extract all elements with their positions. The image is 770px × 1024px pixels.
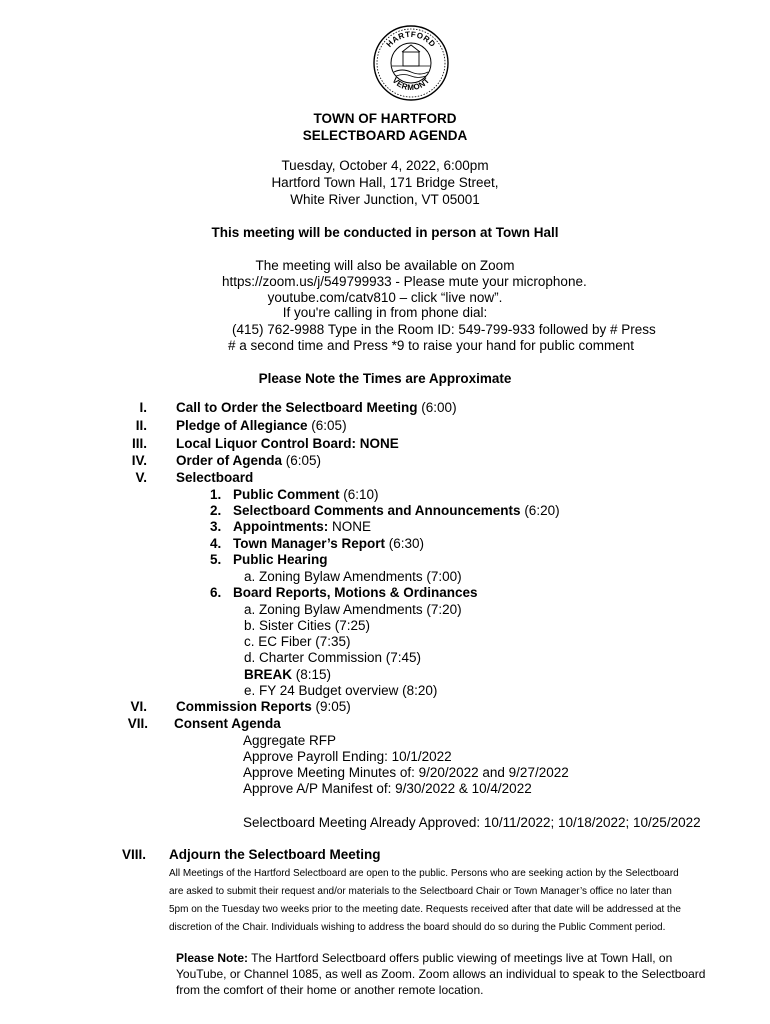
- item-label: Public Comment: [233, 487, 340, 502]
- sub-item-2: [233, 503, 560, 518]
- item-num: V.: [135, 470, 147, 485]
- meeting-city: White River Junction, VT 05001: [290, 192, 480, 207]
- sub-item-3: [233, 519, 371, 534]
- remote-line-4: If you're calling in from phone dial:: [282, 305, 488, 320]
- sub-num: 1.: [210, 487, 222, 502]
- item-label: Pledge of Allegiance: [176, 418, 308, 433]
- svg-text:VERMONT: VERMONT: [390, 75, 432, 93]
- sub-num: 5.: [210, 552, 222, 567]
- consent-item-1: Aggregate RFP: [243, 733, 337, 748]
- break-item: [244, 667, 331, 682]
- item-time: NONE: [328, 519, 372, 534]
- item-time: (6:05): [282, 453, 322, 468]
- item-num: III.: [131, 436, 147, 451]
- remote-line-2: https://zoom.us/j/549799933 - Please mute your microphone.: [222, 274, 587, 289]
- item-num: VII.: [127, 716, 148, 731]
- break-time: (8:15): [292, 667, 332, 682]
- consent-item-5: Selectboard Meeting Already Approved: 10/11/2022; 10/18/2022; 10/25/2022: [243, 815, 701, 830]
- remote-line-6: # a second time and Press *9 to raise your hand for public comment: [228, 338, 634, 353]
- item-label: Call to Order the Selectboard Meeting: [176, 400, 418, 415]
- sub-item-6e: e. FY 24 Budget overview (8:20): [244, 683, 438, 698]
- sub-num: 6.: [210, 585, 222, 600]
- item-num: I.: [139, 400, 147, 415]
- sub-item-6c: c. EC Fiber (7:35): [244, 634, 351, 649]
- please-note: [176, 950, 672, 967]
- sub-item-4: [233, 536, 424, 551]
- agenda-item-4: [176, 453, 321, 468]
- break-label: BREAK: [244, 667, 293, 682]
- item-num: VI.: [130, 699, 147, 714]
- agenda-item-1: [176, 400, 457, 415]
- agenda-item-2: [176, 418, 347, 433]
- sub-num: 2.: [210, 503, 222, 518]
- item-label: Town Manager’s Report: [233, 536, 386, 551]
- agenda-item-3: Local Liquor Control Board: NONE: [176, 436, 399, 451]
- sub-item-5: Public Hearing: [233, 552, 328, 567]
- note-line-3: from the comfort of their home or another remote location.: [176, 983, 484, 997]
- times-note: Please Note the Times are Approximate: [258, 371, 512, 386]
- remote-line-1: The meeting will also be available on Zoom: [255, 258, 515, 273]
- agenda-item-6: [176, 699, 351, 714]
- sub-item-1: [233, 487, 379, 502]
- note-line-2: YouTube, or Channel 1085, as well as Zoom. Zoom allows an individual to speak to the Selectboard: [176, 967, 706, 981]
- svg-text:HARTFORD: HARTFORD: [384, 29, 438, 50]
- consent-item-3: Approve Meeting Minutes of: 9/20/2022 and 9/27/2022: [243, 765, 569, 780]
- item-label: Order of Agenda: [176, 453, 283, 468]
- meeting-place: Hartford Town Hall, 171 Bridge Street,: [271, 175, 499, 190]
- item-time: (9:05): [311, 699, 351, 714]
- meeting-date: Tuesday, October 4, 2022, 6:00pm: [281, 158, 489, 173]
- item-label: Commission Reports: [176, 699, 312, 714]
- item-label: Appointments:: [233, 519, 329, 534]
- sub-item-5a: a. Zoning Bylaw Amendments (7:00): [244, 569, 462, 584]
- sub-item-6: Board Reports, Motions & Ordinances: [233, 585, 478, 600]
- item-time: (6:30): [385, 536, 425, 551]
- item-num: VIII.: [122, 847, 147, 862]
- footer-line-3: 5pm on the Tuesday two weeks prior to the meeting date. Requests received after that date will be addressed at the: [169, 904, 681, 915]
- item-num: IV.: [131, 453, 147, 468]
- remote-line-3: youtube.com/catv810 – click “live now”.: [267, 290, 503, 305]
- item-label: Selectboard Comments and Announcements: [233, 503, 521, 518]
- item-time: (6:05): [307, 418, 347, 433]
- sub-item-6b: b. Sister Cities (7:25): [244, 618, 371, 633]
- remote-line-5: (415) 762-9988 Type in the Room ID: 549-799-933 followed by # Press: [232, 322, 656, 337]
- sub-item-6d: d. Charter Commission (7:45): [244, 650, 422, 665]
- agenda-item-7: Consent Agenda: [174, 716, 281, 731]
- consent-item-2: Approve Payroll Ending: 10/1/2022: [243, 749, 452, 764]
- item-time: (6:20): [520, 503, 560, 518]
- agenda-item-8: Adjourn the Selectboard Meeting: [169, 847, 381, 862]
- item-time: (6:00): [417, 400, 457, 415]
- sub-num: 4.: [210, 536, 222, 551]
- item-time: (6:10): [339, 487, 379, 502]
- in-person-notice: This meeting will be conducted in person at Town Hall: [211, 225, 559, 240]
- agenda-title: SELECTBOARD AGENDA: [302, 128, 468, 143]
- consent-item-4: Approve A/P Manifest of: 9/30/2022 & 10/4/2022: [243, 781, 532, 796]
- note-label: Please Note:: [176, 951, 249, 965]
- agenda-item-5: Selectboard: [176, 470, 254, 485]
- sub-item-6a: a. Zoning Bylaw Amendments (7:20): [244, 602, 462, 617]
- sub-num: 3.: [210, 519, 222, 534]
- footer-line-2: are asked to submit their request and/or materials to the Selectboard Chair or Town Manager’s office no later than: [169, 886, 672, 897]
- town-name: TOWN OF HARTFORD: [313, 111, 457, 126]
- note-text: The Hartford Selectboard offers public viewing of meetings live at Town Hall, on: [248, 951, 673, 965]
- footer-line-4: discretion of the Chair. Individuals wishing to address the board should do so during the Public Comment period.: [169, 922, 666, 933]
- footer-line-1: All Meetings of the Hartford Selectboard are open to the public. Persons who are seeking action by the Selectboard: [169, 868, 679, 879]
- item-num: II.: [135, 418, 147, 433]
- town-seal: [372, 24, 450, 102]
